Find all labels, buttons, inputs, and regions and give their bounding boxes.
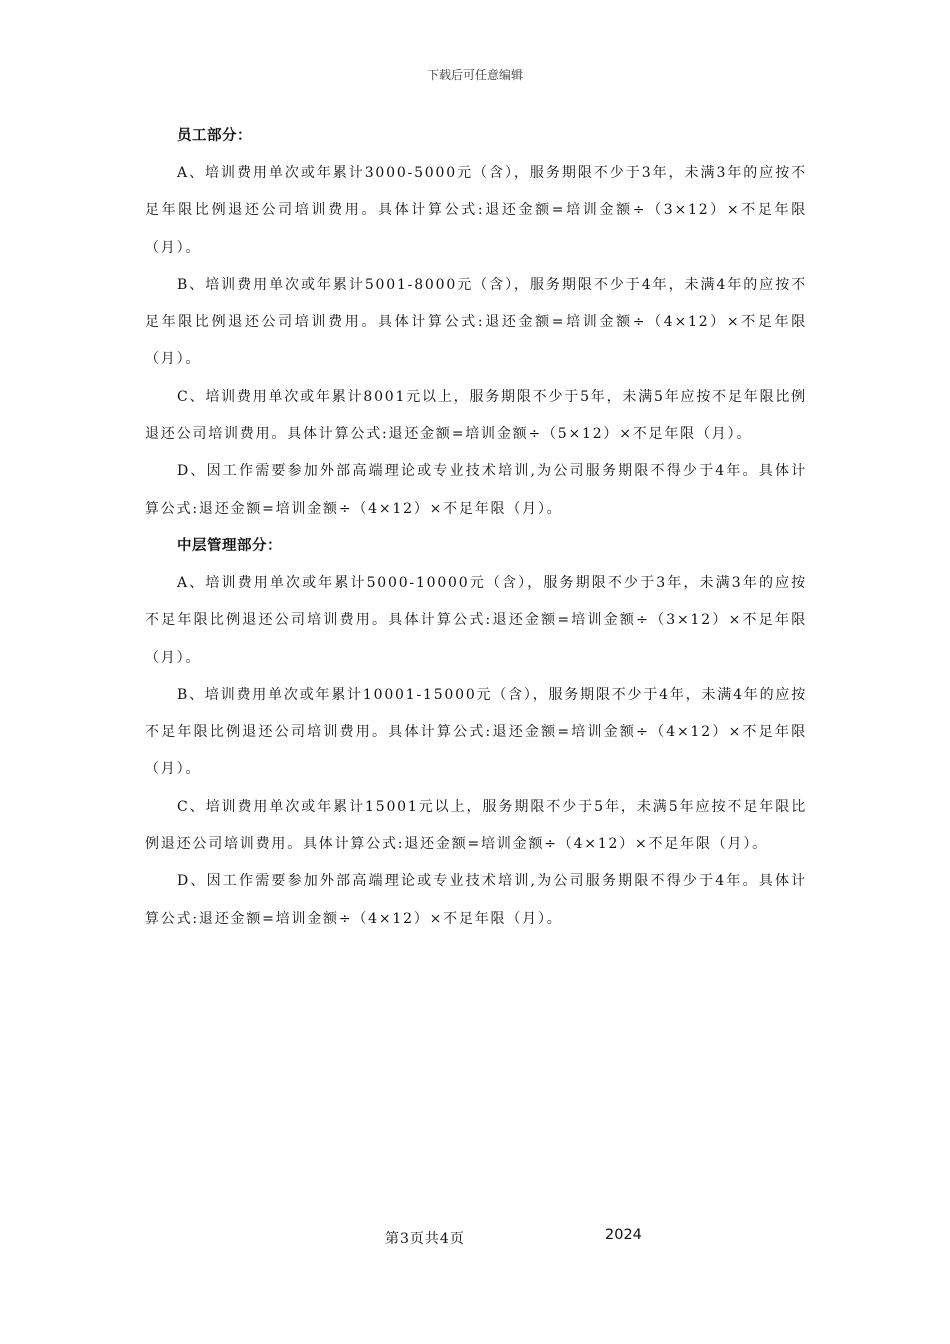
staff-clause-a: A、培训费用单次或年累计3000-5000元（含），服务期限不少于3年，未满3年的应按不足年限比例退还公司培训费用。具体计算公式:退还金额=培训金额÷（3×12）×不足年限（月）。 bbox=[145, 165, 807, 256]
management-clause-b: B、培训费用单次或年累计10001-15000元（含），服务期限不少于4年，未满4年的应按不足年限比例退还公司培训费用。具体计算公式:退还金额=培训金额÷（4×12）×不足年限（月）。 bbox=[145, 686, 807, 778]
page-header: 下载后可任意编辑 bbox=[426, 68, 523, 82]
page-number: 第3页共4页 bbox=[385, 1231, 465, 1247]
footer-year: 2024 bbox=[605, 1227, 642, 1243]
section-middle-management bbox=[145, 528, 807, 938]
page-footer bbox=[0, 1228, 950, 1252]
staff-clause-c: C、培训费用单次或年累计8001元以上，服务期限不少于5年，未满5年应按不足年限比例退还公司培训费用。具体计算公式:退还金额=培训金额÷（5×12）×不足年限（月）。 bbox=[145, 388, 807, 443]
staff-clause-d: D、因工作需要参加外部高端理论或专业技术培训,为公司服务期限不得少于4年。具体计算公式:退还金额=培训金额÷（4×12）×不足年限（月）。 bbox=[145, 463, 807, 517]
section-staff bbox=[145, 118, 807, 528]
management-clause-c: C、培训费用单次或年累计15001元以上，服务期限不少于5年，未满5年应按不足年限比例退还公司培训费用。具体计算公式:退还金额=培训金额÷（4×12）×不足年限（月）。 bbox=[145, 798, 807, 853]
staff-clause-b: B、培训费用单次或年累计5001-8000元（含），服务期限不少于4年，未满4年的应按不足年限比例退还公司培训费用。具体计算公式:退还金额=培训金额÷（4×12）×不足年限（月）。 bbox=[145, 276, 807, 368]
section-heading-staff: 员工部分： bbox=[177, 128, 252, 144]
section-heading-middle-management: 中层管理部分： bbox=[177, 537, 282, 554]
document-body bbox=[145, 118, 807, 938]
management-clause-a: A、培训费用单次或年累计5000-10000元（含），服务期限不少于3年，未满3年的应按不足年限比例退还公司培训费用。具体计算公式:退还金额=培训金额÷（3×12）×不足年限（月）。 bbox=[145, 574, 807, 666]
management-clause-d: D、因工作需要参加外部高端理论或专业技术培训,为公司服务期限不得少于4年。具体计算公式:退还金额=培训金额÷（4×12）×不足年限（月）。 bbox=[145, 873, 807, 927]
